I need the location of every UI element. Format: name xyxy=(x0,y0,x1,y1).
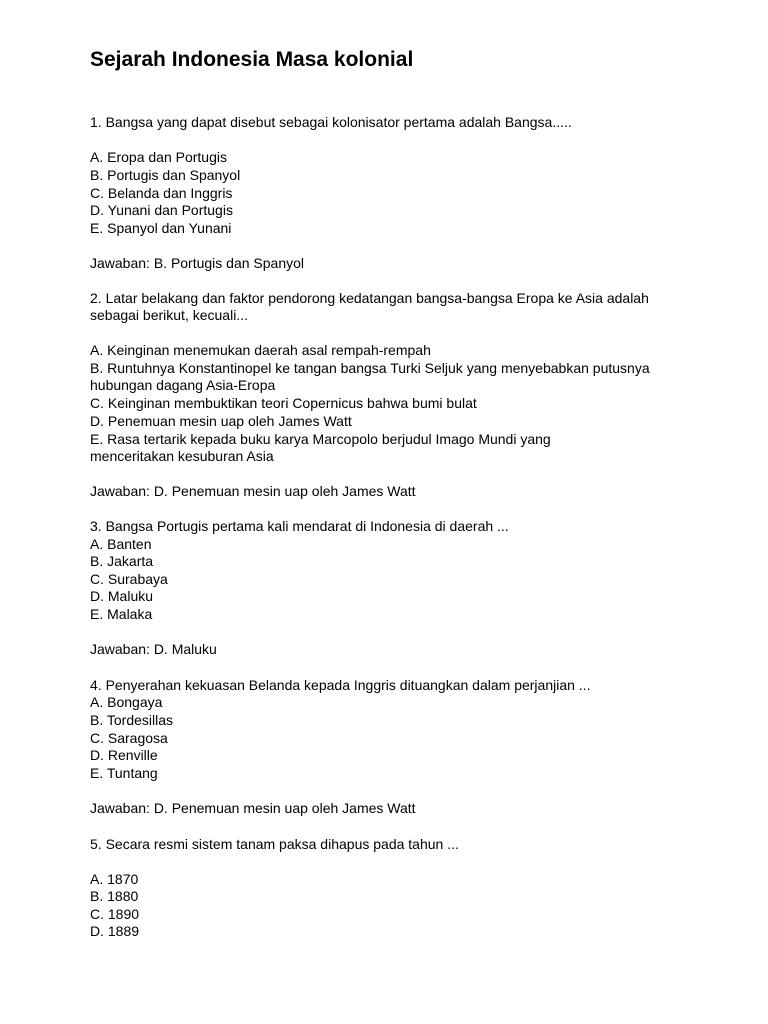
question-2-option-e-continued: menceritakan kesuburan Asia xyxy=(90,448,274,464)
question-3-text: 3. Bangsa Portugis pertama kali mendarat di Indonesia di daerah ... xyxy=(90,518,509,534)
question-4-option-a: A. Bongaya xyxy=(90,694,163,710)
document-title: Sejarah Indonesia Masa kolonial xyxy=(90,48,414,71)
question-4-option-b: B. Tordesillas xyxy=(90,712,174,728)
question-1-option-c: C. Belanda dan Inggris xyxy=(90,185,233,201)
question-3-option-b: B. Jakarta xyxy=(90,553,154,569)
question-5-text: 5. Secara resmi sistem tanam paksa dihapus pada tahun ... xyxy=(90,836,459,852)
question-1-option-d: D. Yunani dan Portugis xyxy=(90,202,233,218)
question-2-option-b-continued: hubungan dagang Asia-Eropa xyxy=(90,377,276,393)
question-1-text: 1. Bangsa yang dapat disebut sebagai kolonisator pertama adalah Bangsa..... xyxy=(90,114,572,130)
question-3-option-e: E. Malaka xyxy=(90,606,153,622)
question-2-answer: Jawaban: D. Penemuan mesin uap oleh James Watt xyxy=(90,483,416,499)
question-2-option-c: C. Keinginan membuktikan teori Copernicus bahwa bumi bulat xyxy=(90,395,477,411)
question-5-option-d: D. 1889 xyxy=(90,923,140,939)
question-3-answer: Jawaban: D. Maluku xyxy=(90,641,217,657)
question-5-option-c: C. 1890 xyxy=(90,906,140,922)
question-5-option-b: B. 1880 xyxy=(90,888,139,904)
question-1-option-a: A. Eropa dan Portugis xyxy=(90,149,227,165)
question-2-text-line-2: sebagai berikut, kecuali... xyxy=(90,307,248,323)
question-1-option-b: B. Portugis dan Spanyol xyxy=(90,167,241,183)
question-4-option-e: E. Tuntang xyxy=(90,765,158,781)
question-1-option-e: E. Spanyol dan Yunani xyxy=(90,220,232,236)
question-3-option-c: C. Surabaya xyxy=(90,571,168,587)
question-5-option-a: A. 1870 xyxy=(90,871,139,887)
question-2-option-a: A. Keinginan menemukan daerah asal rempah-rempah xyxy=(90,342,431,358)
question-2-option-d: D. Penemuan mesin uap oleh James Watt xyxy=(90,413,352,429)
question-4-text: 4. Penyerahan kekuasan Belanda kepada Inggris dituangkan dalam perjanjian ... xyxy=(90,677,591,693)
question-4-option-c: C. Saragosa xyxy=(90,730,168,746)
question-4-option-d: D. Renville xyxy=(90,747,158,763)
question-3-option-a: A. Banten xyxy=(90,536,152,552)
question-2-text-line-1: 2. Latar belakang dan faktor pendorong kedatangan bangsa-bangsa Eropa ke Asia adalah xyxy=(90,290,649,306)
question-4-answer: Jawaban: D. Penemuan mesin uap oleh James Watt xyxy=(90,800,416,816)
question-2-option-b: B. Runtuhnya Konstantinopel ke tangan bangsa Turki Seljuk yang menyebabkan putusnya xyxy=(90,360,650,376)
question-1-answer: Jawaban: B. Portugis dan Spanyol xyxy=(90,255,305,271)
question-2-option-e: E. Rasa tertarik kepada buku karya Marcopolo berjudul Imago Mundi yang xyxy=(90,431,551,447)
question-3-option-d: D. Maluku xyxy=(90,588,154,604)
